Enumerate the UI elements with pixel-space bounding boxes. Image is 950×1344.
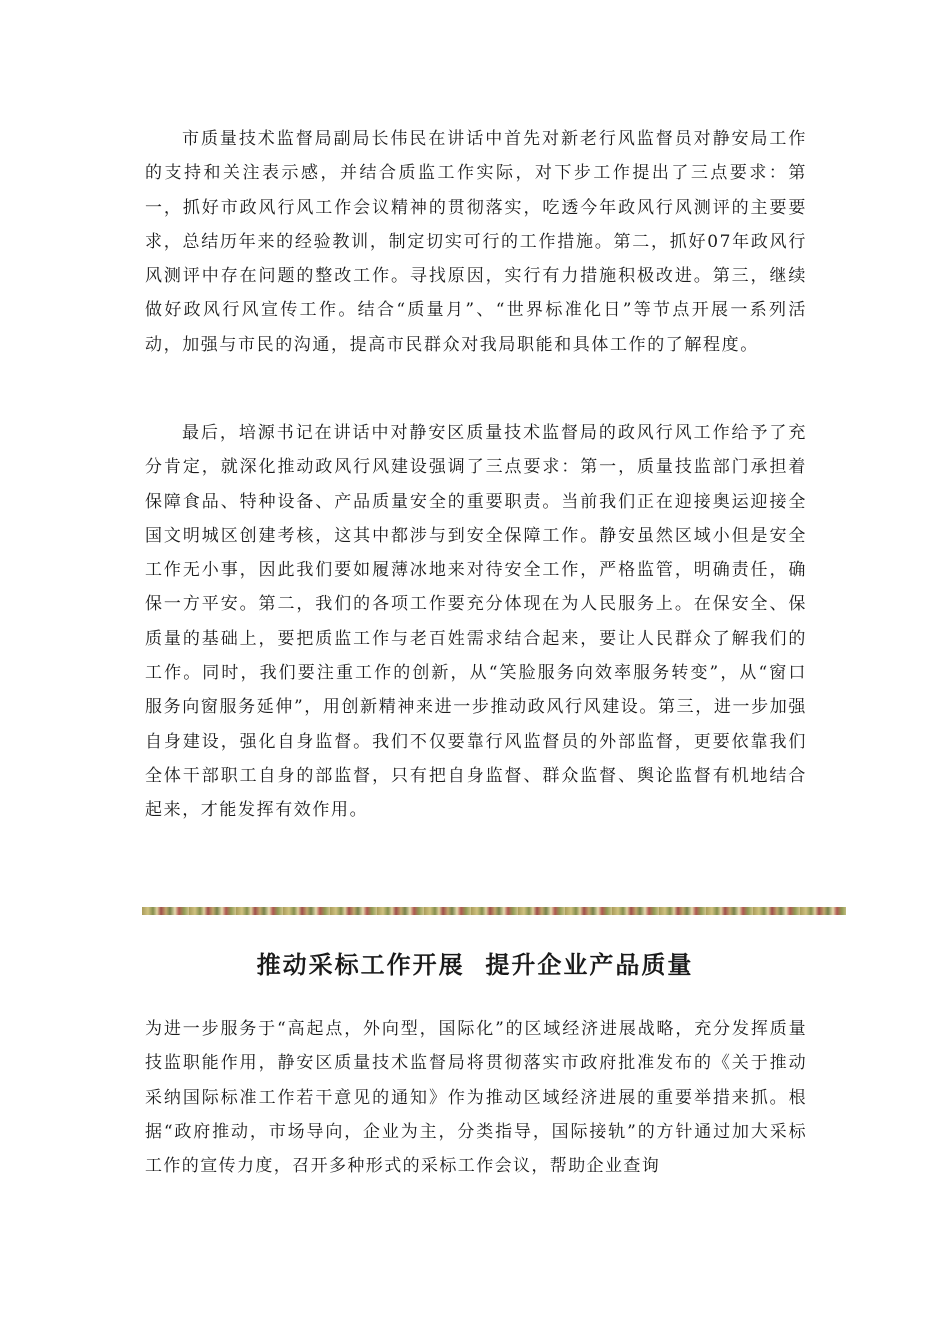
section-title: 推动采标工作开展 提升企业产品质量 [256, 951, 694, 979]
decorative-divider [142, 907, 846, 915]
body-paragraph: 市质量技术监督局副局长伟民在讲话中首先对新老行风监督员对静安局工作的支持和关注表示感，并结合质监工作实际，对下步工作提出了三点要求：第一，抓好市政风行风工作会议精神的贯彻落实，吃透今年政风行风测评的主要要求，总结历年来的经验教训，制定切实可行的工作措施。第二，抓好07年政风行风测评中存在问题的整改工作。寻找原因，实行有力措施积极改进。第三，继续做好政风行风宣传工作。结合“质量月”、“世界标准化日”等节点开展一系列活动，加强与市民的沟通，提高市民群众对我局职能和具体工作的了解程度。 [145, 129, 807, 355]
body-paragraph: 为进一步服务于“高起点，外向型，国际化”的区域经济进展战略，充分发挥质量技监职能作用，静安区质量技术监督局将贯彻落实市政府批准发布的《关于推动采纳国际标准工作若干意见的通知》作为推动区域经济进展的重要举措来抓。根据“政府推动，市场导向，企业为主，分类指导，国际接轨”的方针通过加大采标工作的宣传力度，召开多种形式的采标工作会议，帮助企业查询 [145, 1019, 807, 1177]
body-paragraph: 最后，培源书记在讲话中对静安区质量技术监督局的政风行风工作给予了充分肯定，就深化推动政风行风建设强调了三点要求：第一，质量技监部门承担着保障食品、特种设备、产品质量安全的重要职责。当前我们正在迎接奥运迎接全国文明城区创建考核，这其中都涉与到安全保障工作。静安虽然区域小但是安全工作无小事，因此我们要如履薄冰地来对待安全工作，严格监管，明确责任，确保一方平安。第二，我们的各项工作要充分体现在为人民服务上。在保安全、保质量的基础上，要把质监工作与老百姓需求结合起来，要让人民群众了解我们的工作。同时，我们要注重工作的创新，从“笑脸服务向效率服务转变”，从“窗口服务向窗服务延伸”，用创新精神来进一步推动政风行风建设。第三，进一步加强自身建设，强化自身监督。我们不仅要靠行风监督员的外部监督，更要依靠我们全体干部职工自身的部监督，只有把自身监督、群众监督、舆论监督有机地结合起来，才能发挥有效作用。 [145, 423, 807, 821]
